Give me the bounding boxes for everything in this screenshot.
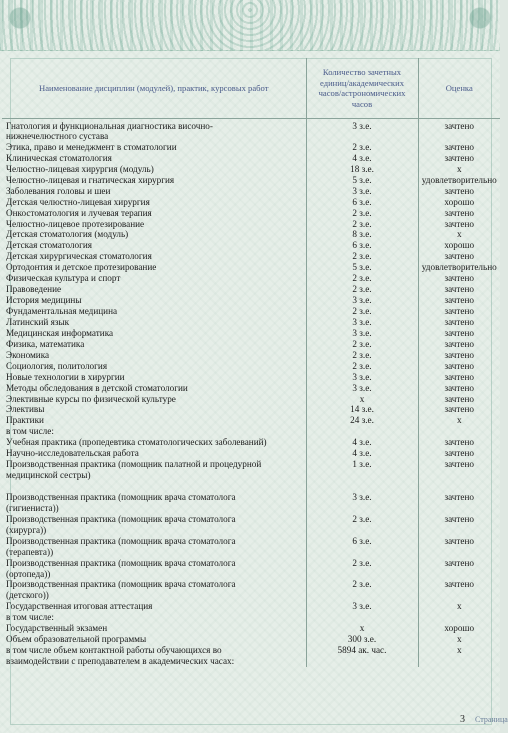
units-cell: 2 з.е. [306,251,418,262]
grade-cell: зачтено [418,459,500,470]
grade-cell: зачтено [418,251,500,262]
discipline-cell: взаимодействии с преподавателем в академических часах: [6,656,235,666]
discipline-cell: Этика, право и менеджмент в стоматологии [6,141,177,152]
grade-cell: зачтено [418,273,500,284]
units-cell [306,131,418,142]
table-row [2,569,500,580]
discipline-cell: Челюстно-лицевая и гнатическая хирургия [6,174,175,185]
column-header-discipline: Наименование дисциплин (модулей), практик, курсовых работ [2,58,306,119]
grade-cell: удовлетворительно [418,262,500,273]
grade-cell: х [418,634,500,645]
table-row [2,383,500,394]
grade-cell: зачтено [418,437,500,448]
units-cell [306,547,418,558]
units-cell: 6 з.е. [306,536,418,547]
units-cell: 3 з.е. [306,317,418,328]
units-cell: 3 з.е. [306,186,418,197]
table-row [2,601,500,612]
discipline-cell: в том числе объем контактной работы обучающихся во [6,645,222,656]
grade-cell: зачтено [418,361,500,372]
table-row [2,306,500,317]
grade-cell: х [418,645,500,656]
table-row [2,547,500,558]
grade-cell: удовлетворительно [418,175,500,186]
grade-cell: х [418,229,500,240]
discipline-cell: Объем образовательной программы [6,634,147,645]
discipline-cell: медицинской сестры) [6,470,91,481]
grade-cell [418,470,500,481]
grade-cell: зачтено [418,208,500,219]
discipline-cell: в том числе: [6,612,54,623]
table-row [2,437,500,448]
grade-cell: зачтено [418,119,500,132]
table-row [2,339,500,350]
units-cell: 2 з.е. [306,339,418,350]
grade-cell: х [418,415,500,426]
units-cell: 6 з.е. [306,197,418,208]
table-row [2,142,500,153]
units-cell: 2 з.е. [306,306,418,317]
grade-cell [418,569,500,580]
units-cell [306,426,418,437]
table-row [2,119,500,132]
units-cell: 18 з.е. [306,164,418,175]
units-cell [306,503,418,514]
discipline-cell: Медицинская информатика [6,327,114,338]
discipline-cell: Экономика [6,349,50,360]
table-row [2,645,500,656]
units-cell [306,481,418,492]
discipline-cell: Государственный экзамен [6,623,108,634]
table-row [2,525,500,536]
discipline-cell: Гнатология и функциональная диагностика височно- [6,121,213,131]
grade-cell: зачтено [418,142,500,153]
table-row [2,295,500,306]
table-row [2,229,500,240]
grade-cell: х [418,601,500,612]
discipline-cell: (детского)) [6,590,49,601]
units-cell: 4 з.е. [306,437,418,448]
table-row [2,317,500,328]
table-row [2,273,500,284]
discipline-cell: Детская стоматология (модуль) [6,229,129,240]
discipline-cell: (гигиениста)) [6,502,59,513]
table-row [2,372,500,383]
page-number: 3 [460,714,465,725]
grade-cell [418,131,500,142]
grade-cell: зачтено [418,328,500,339]
units-cell: 3 з.е. [306,492,418,503]
grade-cell: хорошо [418,240,500,251]
units-cell: 2 з.е. [306,219,418,230]
discipline-cell: Производственная практика (помощник врача стоматолога [6,491,236,502]
discipline-cell: Клиническая стоматология [6,152,112,163]
discipline-cell: Челюстно-лицевая хирургия (модуль) [6,163,154,174]
discipline-cell: Физика, математика [6,338,85,349]
grade-cell: зачтено [418,514,500,525]
table-row [2,361,500,372]
column-header-units: Количество зачетных единиц/академических часов/астрономических часов [306,58,418,119]
page-label: Страница [475,715,508,724]
discipline-cell: Научно-исследовательская работа [6,448,139,459]
grade-cell: хорошо [418,197,500,208]
units-cell: 3 з.е. [306,601,418,612]
units-cell: 2 з.е. [306,558,418,569]
grade-cell: зачтено [418,153,500,164]
table-body [2,119,500,667]
discipline-cell: Правоведение [6,284,62,295]
discipline-cell: Латинский язык [6,316,70,327]
discipline-cell: Детская хирургическая стоматология [6,251,152,262]
grades-table [2,58,500,667]
units-cell: 2 з.е. [306,514,418,525]
table-row [2,350,500,361]
table-row [2,262,500,273]
grade-cell: зачтено [418,317,500,328]
discipline-cell: Детская стоматология [6,240,93,251]
discipline-cell: Заболевания головы и шеи [6,185,111,196]
grade-cell: зачтено [418,306,500,317]
table-row [2,153,500,164]
grade-cell: зачтено [418,284,500,295]
table-row [2,394,500,405]
discipline-cell: Детская челюстно-лицевая хирургия [6,196,150,207]
discipline-cell: История медицины [6,295,82,306]
grade-cell: зачтено [418,339,500,350]
table-row [2,558,500,569]
grade-cell [418,525,500,536]
table-row [2,415,500,426]
units-cell [306,525,418,536]
units-cell: 3 з.е. [306,328,418,339]
units-cell [306,612,418,623]
discipline-cell: в том числе: [6,426,54,437]
table-row [2,186,500,197]
units-cell: 5 з.е. [306,175,418,186]
discipline-cell: Учебная практика (пропедевтика стоматологических заболеваний) [6,437,267,448]
grade-cell: зачтено [418,558,500,569]
table-row [2,164,500,175]
grade-cell [418,426,500,437]
table-row [2,426,500,437]
units-cell: 8 з.е. [306,229,418,240]
column-header-grade: Оценка [418,58,500,119]
table-row [2,536,500,547]
units-cell [306,470,418,481]
units-cell: 3 з.е. [306,295,418,306]
discipline-cell: Производственная практика (помощник врача стоматолога [6,535,236,546]
grade-cell: зачтено [418,372,500,383]
discipline-cell: Производственная практика (помощник врача стоматолога [6,557,236,568]
table-row [2,404,500,415]
table-row [2,470,500,481]
table-row [2,623,500,634]
table-row [2,656,500,667]
grade-cell: зачтено [418,295,500,306]
discipline-cell: Государственная итоговая аттестация [6,601,153,612]
units-cell: 3 з.е. [306,119,418,132]
grade-cell: зачтено [418,186,500,197]
units-cell: 14 з.е. [306,404,418,415]
units-cell: 4 з.е. [306,448,418,459]
units-cell: 2 з.е. [306,350,418,361]
units-cell: 2 з.е. [306,208,418,219]
grade-cell [418,590,500,601]
discipline-cell: Практики [6,415,44,426]
table-row [2,240,500,251]
discipline-cell: Социология, политология [6,360,108,371]
discipline-cell: Производственная практика (помощник врача стоматолога [6,513,236,524]
grade-cell [418,481,500,492]
units-cell: х [306,394,418,405]
discipline-cell: Фундаментальная медицина [6,306,118,316]
units-cell: 5894 ак. час. [306,645,418,656]
units-cell: 300 з.е. [306,634,418,645]
units-cell: х [306,623,418,634]
table-row [2,328,500,339]
units-cell: 3 з.е. [306,383,418,394]
table-row [2,208,500,219]
table-row [2,590,500,601]
grade-cell: зачтено [418,579,500,590]
units-cell: 2 з.е. [306,579,418,590]
discipline-cell: (ортопеда)) [6,568,51,579]
table-row [2,175,500,186]
units-cell: 1 з.е. [306,459,418,470]
grade-cell [418,547,500,558]
table-row [2,481,500,492]
units-cell: 2 з.е. [306,273,418,284]
discipline-cell: Челюстно-лицевое протезирование [6,218,145,229]
table-row [2,197,500,208]
discipline-cell: Методы обследования в детской стоматологии [6,382,188,393]
table-row [2,251,500,262]
discipline-cell: Элективные курсы по физической культуре [6,393,176,404]
units-cell: 6 з.е. [306,240,418,251]
decorative-ornament-band [0,0,500,51]
table-row [2,459,500,470]
units-cell: 3 з.е. [306,372,418,383]
discipline-cell: Производственная практика (помощник врача стоматолога [6,579,236,590]
grade-cell: хорошо [418,623,500,634]
grade-cell: зачтено [418,394,500,405]
table-row [2,503,500,514]
units-cell: 24 з.е. [306,415,418,426]
table-row [2,579,500,590]
table-row [2,448,500,459]
units-cell: 4 з.е. [306,153,418,164]
table-row [2,492,500,503]
units-cell: 2 з.е. [306,361,418,372]
grade-cell: зачтено [418,350,500,361]
table-row [2,612,500,623]
units-cell [306,656,418,667]
units-cell: 5 з.е. [306,262,418,273]
table-row [2,131,500,142]
discipline-cell: нижнечелюстного сустава [6,131,109,141]
discipline-cell: Производственная практика (помощник палатной и процедурной [6,459,262,470]
units-cell: 2 з.е. [306,142,418,153]
table-row [2,634,500,645]
grade-cell: зачтено [418,383,500,394]
grade-cell: зачтено [418,536,500,547]
grade-cell: зачтено [418,219,500,230]
units-cell: 2 з.е. [306,284,418,295]
grade-cell: х [418,164,500,175]
discipline-cell: Онкостоматология и лучевая терапия [6,207,152,218]
discipline-cell: Элективы [6,404,45,415]
units-cell [306,569,418,580]
table-row [2,219,500,230]
units-cell [306,590,418,601]
grade-cell [418,612,500,623]
grade-cell [418,503,500,514]
discipline-cell: Физическая культура и спорт [6,273,121,284]
table-row [2,284,500,295]
table-row [2,514,500,525]
discipline-cell [2,481,306,492]
grade-cell: зачтено [418,448,500,459]
discipline-cell: Новые технологии в хирургии [6,371,125,382]
table-header [2,58,500,119]
grade-cell: зачтено [418,492,500,503]
discipline-cell: (хирурга)) [6,524,47,535]
discipline-cell: Ортодонтия и детское протезирование [6,262,157,273]
grade-cell: зачтено [418,404,500,415]
grade-cell [418,656,500,667]
discipline-cell: (терапевта)) [6,546,54,557]
